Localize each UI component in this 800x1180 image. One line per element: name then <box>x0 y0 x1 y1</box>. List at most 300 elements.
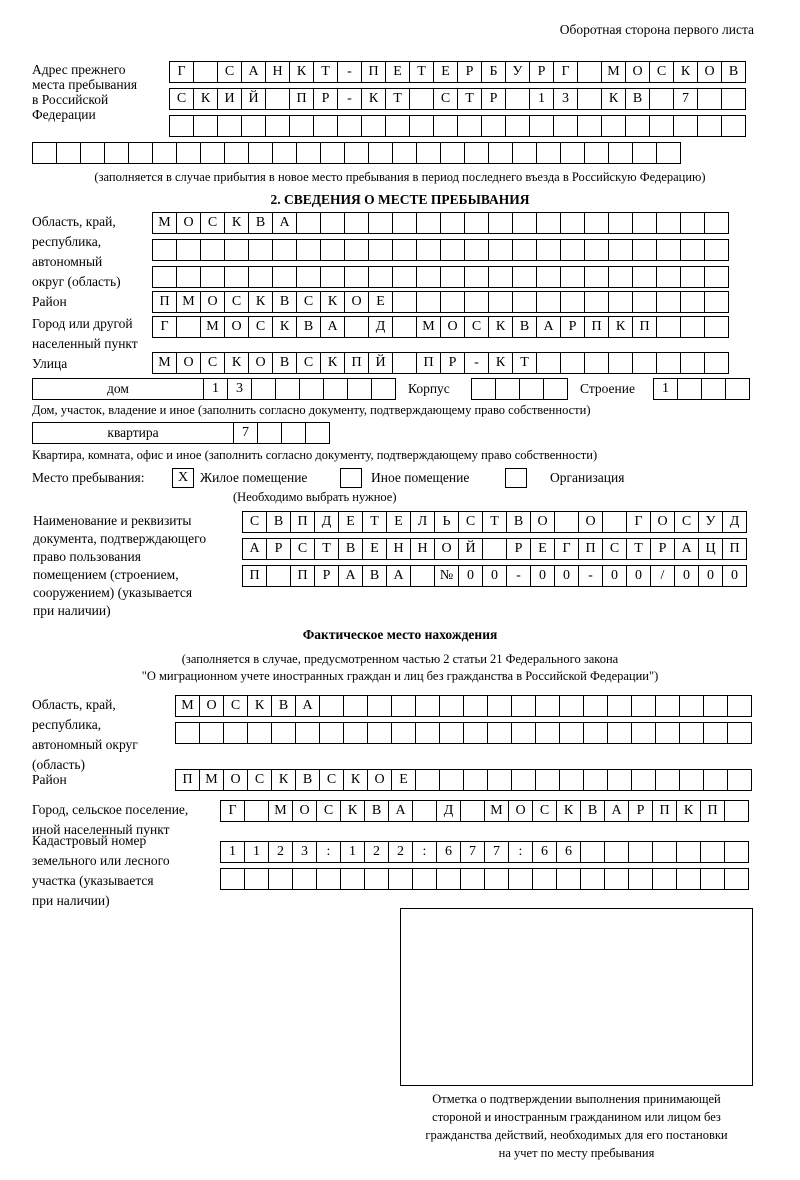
cell[interactable]: С <box>223 695 248 717</box>
cell[interactable]: П <box>652 800 677 822</box>
cell[interactable] <box>583 769 608 791</box>
region-row-1[interactable] <box>152 212 728 234</box>
cell[interactable] <box>680 239 705 261</box>
cell[interactable]: Й <box>241 88 266 110</box>
cell[interactable] <box>80 142 105 164</box>
cell[interactable] <box>580 868 605 890</box>
cell[interactable] <box>416 212 441 234</box>
cell[interactable] <box>299 378 324 400</box>
cell[interactable] <box>704 212 729 234</box>
cell[interactable]: К <box>193 88 218 110</box>
cell[interactable] <box>631 722 656 744</box>
cell[interactable]: Г <box>220 800 245 822</box>
checkbox-organizaciya[interactable] <box>505 468 527 488</box>
cell[interactable]: Е <box>386 511 411 533</box>
region-row-3[interactable] <box>152 266 728 288</box>
cell[interactable] <box>320 212 345 234</box>
cell[interactable] <box>535 722 560 744</box>
cell[interactable] <box>268 868 293 890</box>
cell[interactable]: В <box>580 800 605 822</box>
cell[interactable] <box>536 291 561 313</box>
cell[interactable] <box>416 239 441 261</box>
cell[interactable] <box>391 695 416 717</box>
cell[interactable] <box>281 422 306 444</box>
cell[interactable]: 7 <box>484 841 509 863</box>
cell[interactable] <box>415 722 440 744</box>
cell[interactable]: 1 <box>529 88 554 110</box>
cell[interactable]: А <box>386 565 411 587</box>
cell[interactable]: Е <box>385 61 410 83</box>
cadastre-row-1[interactable] <box>220 841 748 863</box>
cell[interactable] <box>415 769 440 791</box>
cell[interactable] <box>535 769 560 791</box>
cell[interactable]: Т <box>362 511 387 533</box>
cell[interactable]: - <box>506 565 531 587</box>
cell[interactable] <box>289 115 314 137</box>
cell[interactable]: А <box>604 800 629 822</box>
cell[interactable] <box>577 115 602 137</box>
cell[interactable] <box>340 868 365 890</box>
cell[interactable]: М <box>152 352 177 374</box>
cell[interactable]: К <box>340 800 365 822</box>
cell[interactable] <box>224 266 249 288</box>
cell[interactable] <box>608 142 633 164</box>
cell[interactable] <box>679 722 704 744</box>
cell[interactable]: С <box>319 769 344 791</box>
cell[interactable]: Р <box>481 88 506 110</box>
cell[interactable] <box>175 722 200 744</box>
cell[interactable]: С <box>458 511 483 533</box>
cell[interactable]: С <box>169 88 194 110</box>
cell[interactable]: Т <box>409 61 434 83</box>
cell[interactable] <box>482 538 507 560</box>
cell[interactable]: А <box>320 316 345 338</box>
cell[interactable] <box>223 722 248 744</box>
cell[interactable] <box>440 291 465 313</box>
cell[interactable] <box>265 115 290 137</box>
cell[interactable] <box>608 352 633 374</box>
cell[interactable]: К <box>320 352 345 374</box>
cell[interactable] <box>296 212 321 234</box>
cell[interactable] <box>580 841 605 863</box>
cell[interactable] <box>512 212 537 234</box>
cell[interactable]: 0 <box>674 565 699 587</box>
cell[interactable]: О <box>199 695 224 717</box>
cell[interactable] <box>193 61 218 83</box>
prev-address-row-2[interactable] <box>169 88 745 110</box>
cell[interactable] <box>272 266 297 288</box>
cell[interactable]: - <box>337 88 362 110</box>
cell[interactable] <box>200 266 225 288</box>
cell[interactable] <box>176 316 201 338</box>
cell[interactable] <box>176 142 201 164</box>
cell[interactable]: В <box>512 316 537 338</box>
cell[interactable] <box>676 841 701 863</box>
cell[interactable]: К <box>488 316 513 338</box>
cell[interactable]: 0 <box>530 565 555 587</box>
cell[interactable]: 0 <box>458 565 483 587</box>
cell[interactable] <box>368 239 393 261</box>
cell[interactable]: 1 <box>340 841 365 863</box>
cell[interactable]: Р <box>529 61 554 83</box>
actual-region-row-1[interactable] <box>175 695 751 717</box>
actual-region-row-2[interactable] <box>175 722 751 744</box>
cell[interactable]: О <box>697 61 722 83</box>
cell[interactable] <box>519 378 544 400</box>
cell[interactable] <box>649 88 674 110</box>
cell[interactable] <box>656 352 681 374</box>
cell[interactable]: К <box>272 316 297 338</box>
checkbox-zhiloe[interactable]: X <box>172 468 194 488</box>
cell[interactable] <box>604 868 629 890</box>
cell[interactable] <box>460 800 485 822</box>
cell[interactable]: Ь <box>434 511 459 533</box>
cell[interactable] <box>488 142 513 164</box>
cell[interactable] <box>607 722 632 744</box>
cadastre-row-2[interactable] <box>220 868 748 890</box>
cell[interactable]: К <box>601 88 626 110</box>
cell[interactable]: Р <box>650 538 675 560</box>
cell[interactable]: В <box>271 695 296 717</box>
cell[interactable] <box>257 422 282 444</box>
cell[interactable] <box>536 142 561 164</box>
cell[interactable] <box>32 142 57 164</box>
cell[interactable]: К <box>289 61 314 83</box>
doc-row-2[interactable] <box>242 538 746 560</box>
cell[interactable]: В <box>266 511 291 533</box>
cell[interactable] <box>625 115 650 137</box>
cell[interactable] <box>559 722 584 744</box>
cell[interactable] <box>463 769 488 791</box>
cell[interactable] <box>272 239 297 261</box>
cell[interactable] <box>701 378 726 400</box>
cell[interactable] <box>248 266 273 288</box>
cell[interactable] <box>464 291 489 313</box>
cell[interactable]: К <box>247 695 272 717</box>
cell[interactable] <box>560 291 585 313</box>
cell[interactable]: Т <box>313 61 338 83</box>
cell[interactable] <box>559 769 584 791</box>
cell[interactable] <box>673 115 698 137</box>
cell[interactable] <box>176 266 201 288</box>
cell[interactable]: С <box>242 511 267 533</box>
cell[interactable] <box>703 722 728 744</box>
street-row[interactable] <box>152 352 728 374</box>
cell[interactable] <box>248 142 273 164</box>
cell[interactable]: 6 <box>556 841 581 863</box>
cell[interactable]: Е <box>391 769 416 791</box>
cell[interactable]: 3 <box>553 88 578 110</box>
cell[interactable] <box>536 266 561 288</box>
cell[interactable] <box>368 266 393 288</box>
cell[interactable]: Т <box>512 352 537 374</box>
cell[interactable] <box>652 868 677 890</box>
cell[interactable]: С <box>200 212 225 234</box>
cell[interactable]: У <box>505 61 530 83</box>
cell[interactable]: М <box>268 800 293 822</box>
cell[interactable]: П <box>361 61 386 83</box>
cell[interactable] <box>656 291 681 313</box>
cell[interactable]: 0 <box>626 565 651 587</box>
cell[interactable]: П <box>175 769 200 791</box>
cell[interactable]: Т <box>482 511 507 533</box>
actual-city-row[interactable] <box>220 800 748 822</box>
cell[interactable] <box>193 115 218 137</box>
cell[interactable]: Р <box>440 352 465 374</box>
cell[interactable] <box>464 142 489 164</box>
cell[interactable] <box>368 142 393 164</box>
cell[interactable]: О <box>650 511 675 533</box>
cell[interactable] <box>391 722 416 744</box>
cell[interactable] <box>487 695 512 717</box>
stamp-box[interactable] <box>400 908 753 1086</box>
cell[interactable] <box>471 378 496 400</box>
cell[interactable]: О <box>200 291 225 313</box>
cell[interactable] <box>392 142 417 164</box>
cell[interactable]: С <box>602 538 627 560</box>
cell[interactable] <box>700 868 725 890</box>
cell[interactable] <box>392 212 417 234</box>
cell[interactable] <box>488 266 513 288</box>
cell[interactable]: П <box>344 352 369 374</box>
cell[interactable] <box>583 722 608 744</box>
cell[interactable] <box>704 266 729 288</box>
cell[interactable]: Р <box>506 538 531 560</box>
cell[interactable] <box>632 212 657 234</box>
cell[interactable] <box>272 142 297 164</box>
cell[interactable] <box>703 769 728 791</box>
cell[interactable]: П <box>242 565 267 587</box>
cell[interactable] <box>56 142 81 164</box>
cell[interactable]: 0 <box>722 565 747 587</box>
cell[interactable]: О <box>434 538 459 560</box>
cell[interactable] <box>367 722 392 744</box>
cell[interactable] <box>440 239 465 261</box>
doc-row-3[interactable] <box>242 565 746 587</box>
cell[interactable] <box>721 88 746 110</box>
cell[interactable]: Г <box>152 316 177 338</box>
cell[interactable] <box>251 378 276 400</box>
cell[interactable] <box>680 212 705 234</box>
cell[interactable]: 0 <box>602 565 627 587</box>
cell[interactable] <box>265 88 290 110</box>
cell[interactable]: М <box>484 800 509 822</box>
cell[interactable]: Г <box>554 538 579 560</box>
cell[interactable] <box>392 316 417 338</box>
cell[interactable]: Л <box>410 511 435 533</box>
flat-cells[interactable] <box>233 422 329 444</box>
cell[interactable]: С <box>464 316 489 338</box>
cell[interactable]: Д <box>722 511 747 533</box>
cell[interactable] <box>344 142 369 164</box>
cell[interactable] <box>602 511 627 533</box>
cell[interactable] <box>199 722 224 744</box>
cell[interactable] <box>656 142 681 164</box>
cell[interactable] <box>488 212 513 234</box>
cell[interactable]: Т <box>314 538 339 560</box>
cell[interactable]: С <box>248 316 273 338</box>
prev-address-row-3[interactable] <box>169 115 745 137</box>
cell[interactable]: С <box>217 61 242 83</box>
cell[interactable] <box>460 868 485 890</box>
cell[interactable] <box>152 142 177 164</box>
cell[interactable] <box>628 868 653 890</box>
cell[interactable]: Е <box>433 61 458 83</box>
cell[interactable]: Н <box>386 538 411 560</box>
cell[interactable]: Е <box>338 511 363 533</box>
cell[interactable] <box>584 352 609 374</box>
cell[interactable]: П <box>416 352 441 374</box>
cell[interactable] <box>344 239 369 261</box>
cell[interactable]: К <box>673 61 698 83</box>
cell[interactable] <box>464 266 489 288</box>
cell[interactable] <box>440 142 465 164</box>
cell[interactable]: О <box>367 769 392 791</box>
district-row[interactable] <box>152 291 728 313</box>
stroenie-cells[interactable] <box>653 378 749 400</box>
cell[interactable] <box>679 769 704 791</box>
cell[interactable] <box>577 61 602 83</box>
cell[interactable] <box>560 142 585 164</box>
prev-address-row-4[interactable] <box>32 142 680 164</box>
cell[interactable] <box>316 868 341 890</box>
cell[interactable] <box>463 695 488 717</box>
cell[interactable]: С <box>674 511 699 533</box>
cell[interactable]: О <box>176 212 201 234</box>
cell[interactable] <box>392 352 417 374</box>
cell[interactable]: 6 <box>532 841 557 863</box>
cell[interactable]: О <box>530 511 555 533</box>
cell[interactable] <box>559 695 584 717</box>
cell[interactable] <box>560 352 585 374</box>
cell[interactable] <box>505 88 530 110</box>
cell[interactable]: В <box>625 88 650 110</box>
cell[interactable] <box>344 316 369 338</box>
cell[interactable]: : <box>412 841 437 863</box>
cell[interactable] <box>512 291 537 313</box>
cell[interactable] <box>584 266 609 288</box>
cell[interactable]: 0 <box>482 565 507 587</box>
cell[interactable] <box>512 239 537 261</box>
cell[interactable] <box>655 769 680 791</box>
cell[interactable] <box>319 722 344 744</box>
cell[interactable] <box>344 212 369 234</box>
cell[interactable] <box>680 352 705 374</box>
cell[interactable]: К <box>556 800 581 822</box>
checkbox-inoe[interactable] <box>340 468 362 488</box>
cell[interactable]: / <box>650 565 675 587</box>
cell[interactable] <box>529 115 554 137</box>
cell[interactable]: К <box>224 212 249 234</box>
cell[interactable]: Т <box>457 88 482 110</box>
cell[interactable]: С <box>649 61 674 83</box>
cell[interactable]: 1 <box>653 378 678 400</box>
cell[interactable] <box>703 695 728 717</box>
cell[interactable] <box>392 266 417 288</box>
cell[interactable]: О <box>224 316 249 338</box>
cell[interactable] <box>296 266 321 288</box>
cell[interactable] <box>410 565 435 587</box>
cell[interactable] <box>320 239 345 261</box>
cell[interactable] <box>608 266 633 288</box>
cell[interactable]: 1 <box>244 841 269 863</box>
cell[interactable]: А <box>338 565 363 587</box>
cell[interactable]: М <box>176 291 201 313</box>
cell[interactable] <box>337 115 362 137</box>
cell[interactable] <box>313 115 338 137</box>
cell[interactable]: О <box>625 61 650 83</box>
cell[interactable] <box>371 378 396 400</box>
cell[interactable] <box>487 769 512 791</box>
cell[interactable] <box>440 266 465 288</box>
cell[interactable] <box>217 115 242 137</box>
cell[interactable] <box>584 212 609 234</box>
cell[interactable]: П <box>290 511 315 533</box>
cell[interactable]: В <box>721 61 746 83</box>
cell[interactable]: О <box>578 511 603 533</box>
cell[interactable] <box>724 868 749 890</box>
cell[interactable] <box>649 115 674 137</box>
cell[interactable] <box>727 722 752 744</box>
cell[interactable]: А <box>295 695 320 717</box>
cell[interactable] <box>457 115 482 137</box>
cell[interactable] <box>464 239 489 261</box>
cell[interactable] <box>584 291 609 313</box>
cell[interactable]: - <box>578 565 603 587</box>
cell[interactable] <box>392 239 417 261</box>
cell[interactable]: П <box>290 565 315 587</box>
cell[interactable] <box>704 291 729 313</box>
cell[interactable] <box>200 239 225 261</box>
cell[interactable]: А <box>536 316 561 338</box>
cell[interactable]: : <box>316 841 341 863</box>
cell[interactable]: Р <box>313 88 338 110</box>
cell[interactable] <box>512 266 537 288</box>
cell[interactable]: К <box>271 769 296 791</box>
cell[interactable]: М <box>152 212 177 234</box>
cell[interactable]: С <box>296 291 321 313</box>
cell[interactable]: О <box>440 316 465 338</box>
cell[interactable]: П <box>632 316 657 338</box>
cell[interactable]: О <box>292 800 317 822</box>
cell[interactable] <box>436 868 461 890</box>
cell[interactable] <box>608 291 633 313</box>
cell[interactable] <box>220 868 245 890</box>
cell[interactable] <box>409 88 434 110</box>
cell[interactable]: В <box>248 212 273 234</box>
cell[interactable] <box>652 841 677 863</box>
cell[interactable]: 2 <box>268 841 293 863</box>
cell[interactable] <box>601 115 626 137</box>
cell[interactable] <box>224 239 249 261</box>
cell[interactable]: В <box>364 800 389 822</box>
city-row[interactable] <box>152 316 728 338</box>
cell[interactable] <box>512 142 537 164</box>
cell[interactable]: 3 <box>227 378 252 400</box>
cell[interactable] <box>704 352 729 374</box>
cell[interactable]: В <box>506 511 531 533</box>
cell[interactable]: С <box>316 800 341 822</box>
cell[interactable]: К <box>248 291 273 313</box>
cell[interactable] <box>247 722 272 744</box>
cell[interactable] <box>584 142 609 164</box>
cell[interactable] <box>676 868 701 890</box>
cell[interactable]: К <box>608 316 633 338</box>
cell[interactable] <box>412 868 437 890</box>
cell[interactable]: А <box>241 61 266 83</box>
cell[interactable] <box>656 212 681 234</box>
cell[interactable]: А <box>272 212 297 234</box>
